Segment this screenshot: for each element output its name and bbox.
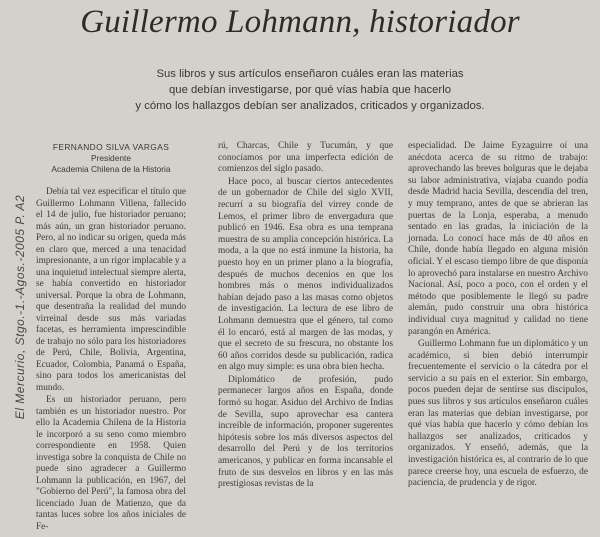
author-org: Academia Chilena de la Historia [51, 164, 171, 174]
handwritten-source-note: El Mercurio, Stgo.-1.-Agos.-2005 P. A2 [13, 194, 27, 420]
article-deck [120, 66, 500, 114]
author-role: Presidente [90, 153, 132, 163]
paragraph: rú, Charcas, Chile y Tucumán, y que conocíamos por una imperfecta edición de comienzos del siglo pasado. [218, 141, 393, 175]
deck-line: y cómo los hallazgos debían ser analizados, criticados y organizados. [135, 100, 485, 112]
byline [36, 142, 186, 175]
paragraph: Hace poco, al buscar ciertos antecedentes de un gobernador de Chile del siglo XVII, recurrí a su biografía del virrey conde de Lemos, el primer libro de envergadura que publicó en 1946. Esa obra es una temprana muestra de su amplia concepción histórica. La moda, a la que no está inmune la historia, ha puesto hoy en un primer plano a la biografía, después de muchos decenios en que los hombres más o menos individualizados habían dejado paso a las masas como objetos de investigación. La lectura de ese libro de Lohmann demuestra que el género, tal como él lo encaró, está al margen de las modas, y que el secreto de su frescura, no obstante los 60 años corridos desde su publicación, radica en algo muy simple: es una obra bien hecha. [218, 176, 393, 373]
article-column-2 [218, 141, 393, 491]
deck-line: Sus libros y sus artículos enseñaron cuáles eran las materias [156, 68, 464, 80]
paragraph: Diplomático de profesión, pudo permanecer largos años en España, donde formó su hogar. Asiduo del Archivo de Indias de Sevilla, supo aprovechar esa cantera increíble de información, proponer sugerentes hipótesis sobre los más diversos aspectos del desarrollo del Perú y de los territorios americanos, y publicar en forma incansable el fruto de sus desvelos en libros y en las más prestigiosas revistas de la [218, 374, 393, 490]
paragraph: Guillermo Lohmann fue un diplomático y un académico, si bien debió interrumpir frecuentemente el servicio o la cátedra por el servicio a su país en el exterior. Sin embargo, pocos pueden dejar de sentirse sus discípulos, pues sus libros y sus artículos enseñaron cuáles eran las materias que debían investigarse, por qué vías había que hacerlo y cómo debían los hallazgos ser analizados, criticados y organizados. Y enseñó, además, que la investigación histórica es, al contrario de lo que parece creerse hoy, una escuela de esfuerzo, de paciencia, de prudencia y de rigor. [408, 339, 588, 489]
paragraph: especialidad. De Jaime Eyzaguirre oí una anécdota acerca de su ritmo de trabajo: aprovechando las breves holguras que le dejaba su labor administrativa, viajaba cuando podía desde Madrid hacia Sevilla, descendía del tren, y muy temprano, antes de que se abrieran las puertas de la Lonja, esperaba, a menudo sentado en las gradas, la iniciación de la jornada. Lo conocí hace más de 40 años en Chile, donde había llegado en alguna misión oficial. Y el escaso tiempo libre de que disponía lo aprovechó para instalarse en nuestro Archivo Nacional. Así, poco a poco, con el orden y el método que posiblemente le llegó su padre alemán, pudo construir una obra histórica individual cuya magnitud y calidad no tiene parangón en América. [408, 141, 588, 337]
paragraph: Debía tal vez especificar el título que Guillermo Lohmann Villena, fallecido el 14 de julio, fue historiador peruano; más aún, un gran historiador peruano. Pero, al no indicar su origen, queda más en claro que, merced a una tenacidad impresionante, a un rigor implacable y a una inquietud intelectual siempre alerta, se había convertido en historiador universal. Porque la obra de Lohmann, que desentraña la realidad del mundo virreinal desde sus más variadas facetas, es herramienta imprescindible de trabajo no sólo para los historiadores de Perú, Chile, Bolivia, Argentina, Ecuador, Colombia, Panamá o España, sino para todos los americanistas del mundo. [36, 187, 186, 393]
paragraph: Es un historiador peruano, pero también es un historiador nuestro. Por ello la Academia Chilena de la Historia le incorporó a su seno como miembro correspondiente en 1958. Quien investiga sobre la conquista de Chile no puede sino agradecer a Guillermo Lohmann la publicación, en 1967, del "Gobierno del Perú", la famosa obra del licenciado Juan de Matienzo, que da tantas luces sobre los años iniciales de Fe- [36, 395, 186, 532]
deck-line: que debían investigarse, por qué vías había que hacerlo [169, 84, 451, 96]
article-column-1 [36, 142, 186, 533]
author-name: FERNANDO SILVA VARGAS [52, 142, 170, 152]
article-title: Guillermo Lohmann, historiador [80, 4, 520, 40]
article-column-3 [408, 141, 588, 490]
